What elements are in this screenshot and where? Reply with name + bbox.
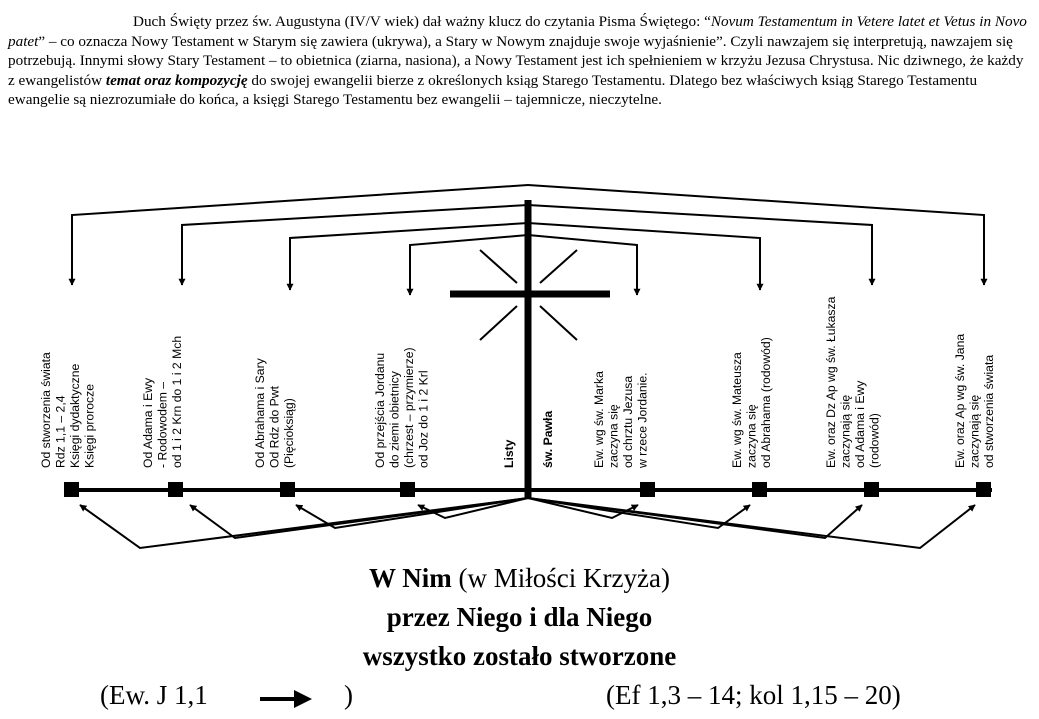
arc-second xyxy=(182,205,528,285)
ray-ne xyxy=(540,250,577,283)
arc-third-right xyxy=(528,223,760,290)
col-label-jan: Ew. oraz Ap wg św. Janazaczynają sięod stworzenia świata xyxy=(953,333,996,468)
arc-second-right xyxy=(528,205,872,285)
arc-outer xyxy=(72,185,528,285)
col-label-pawla: św. Pawła xyxy=(541,410,555,468)
arc-outer-right xyxy=(528,185,984,285)
bottom-arcs xyxy=(80,498,975,548)
col-label-1: Od stworzenia świataRdz 1,1 – 2,4Księgi dydaktyczneKsięgi prorocze xyxy=(39,352,97,468)
col-label-mateusz: Ew. wg św. Mateuszazaczyna sięod Abrahama (rodowód) xyxy=(730,337,773,468)
footer-line-1 xyxy=(0,563,1039,594)
ray-nw xyxy=(480,250,517,283)
intro-text-2: ” – co oznacza Nowy Testament w Starym się zawiera (ukrywa), a Stary w Nowym znajduje swoje wyjaśnienie”. Czyli nawzajem się interpretują, nawzajem się potrzebują. Innymi słowy Stary Testament – to obietnica (ziarna, nasiona), a Nowy Testament jest ich spełnieniem w krzyżu Jezusa Chrystusa. Nic dziwnego, że każdy z ewangelistów xyxy=(8,32,1024,89)
ref-john: (Ew. J 1,1 xyxy=(100,680,208,710)
marker-6 xyxy=(752,482,767,497)
arc-inner-right xyxy=(528,235,637,295)
col-label-marek: Ew. wg św. Markazaczyna sięod chrztu Jezusaw rzece Jordanie. xyxy=(592,371,650,468)
ref-close-paren: ) xyxy=(344,680,353,710)
col-label-2: Od Adama i Ewy- Rodowodem –od 1 i 2 Krn do 1 i 2 Mch xyxy=(141,335,184,468)
ray-sw xyxy=(480,306,517,340)
right-arrow-icon xyxy=(258,688,314,710)
ref-ephesians: (Ef 1,3 – 14; kol 1,15 – 20) xyxy=(606,680,901,710)
marker-3 xyxy=(280,482,295,497)
low-arc-4 xyxy=(418,498,528,518)
arc-inner xyxy=(410,235,528,295)
low-arc-1 xyxy=(80,498,528,548)
intro-text-3: do swojej ewangelii bierze z określonych ksiąg Starego Testamentu. Dlatego bez właściwych ksiąg Starego Testamentu ewangelie są niezrozumiałe do końca, a księgi Starego Testamentu bez ewangelii – tajemnicze, nieczytelne. xyxy=(8,71,978,109)
footer-line-3: wszystko zostało stworzone xyxy=(362,641,677,671)
low-arc-8 xyxy=(528,498,975,548)
low-arc-2 xyxy=(190,498,528,538)
column-labels xyxy=(39,296,996,469)
col-label-lukasz: Ew. oraz Dz Ap wg św. Łukaszazaczynają sięod Adama i Ewy(rodowód) xyxy=(824,296,882,468)
footer-w-nim: W Nim xyxy=(369,563,452,593)
col-label-listy: Listy xyxy=(502,439,516,468)
col-label-4: Od przejścia Jordanudo ziemi obietnicy(chrzest – przymierze)od Joz do 1 i 2 Krl xyxy=(373,347,431,468)
footer-w-milosci: (w Miłości Krzyża) xyxy=(451,563,670,593)
marker-1 xyxy=(64,482,79,497)
marker-8 xyxy=(976,482,991,497)
cross xyxy=(450,200,610,498)
marker-4 xyxy=(400,482,415,497)
intro-emphasis: temat oraz kompozycję xyxy=(105,71,248,89)
marker-2 xyxy=(168,482,183,497)
marker-7 xyxy=(864,482,879,497)
ray-se xyxy=(540,306,577,340)
intro-text-1: Duch Święty przez św. Augustyna (IV/V wiek) dał ważny klucz do czytania Pisma Świętego: “ xyxy=(133,13,711,30)
marker-5 xyxy=(640,482,655,497)
latin-quote: Novum Testamentum in Vetere latet et Vetus in Novo patet xyxy=(8,13,1027,50)
footer-line-2: przez Niego i dla Niego xyxy=(386,602,653,632)
col-label-3: Od Abrahama i SaryOd Rdz do Pwt(Pięcioksiąg) xyxy=(253,358,296,468)
